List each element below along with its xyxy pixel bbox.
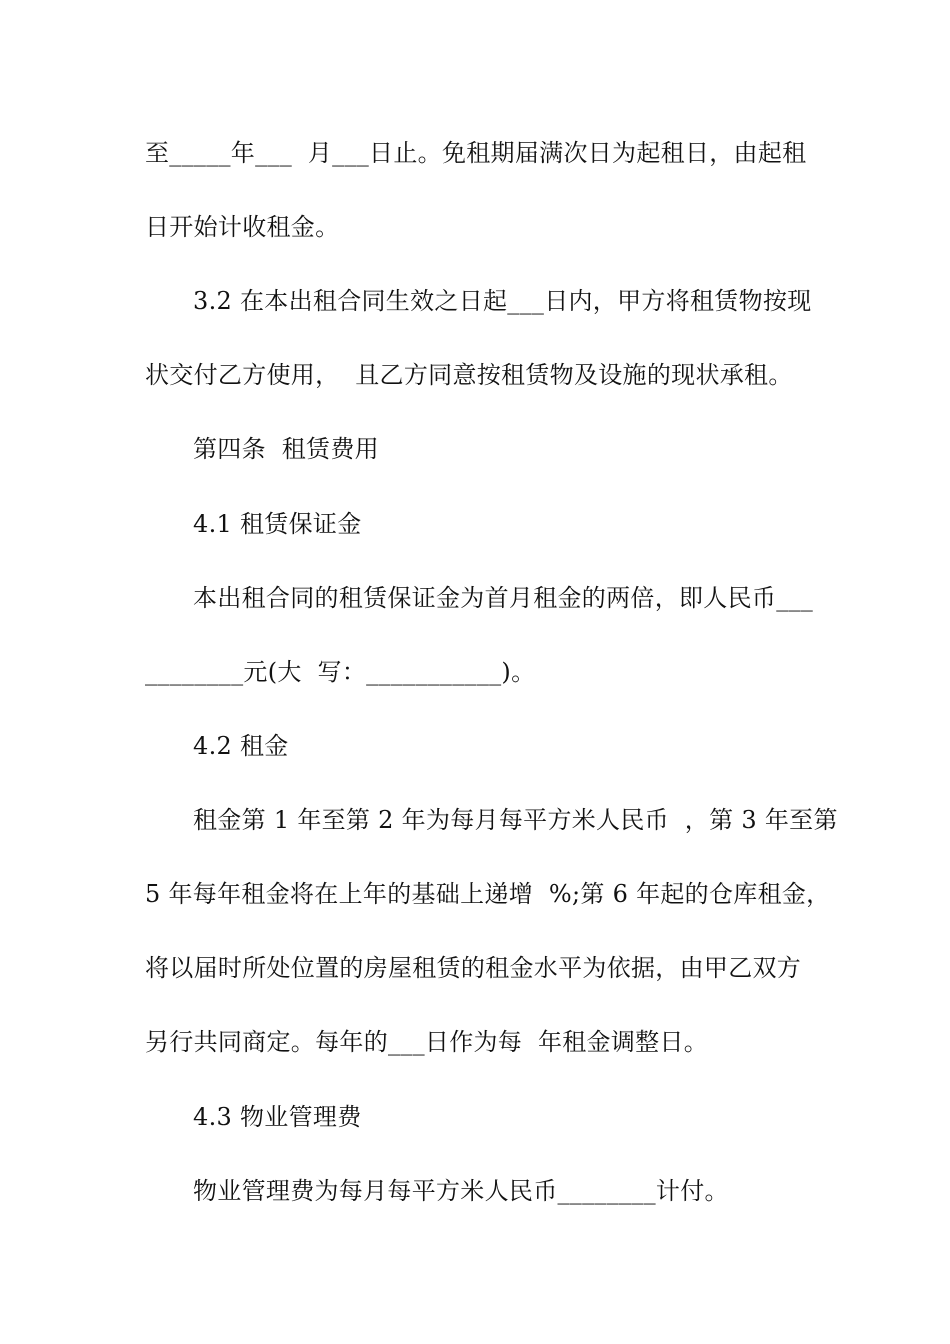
text-line-1: 至_____年___ 月___日止。免租期届满次日为起租日，由起租: [145, 139, 807, 167]
rent-text-line-1: 租金第 1 年至第 2 年为每月每平方米人民币 ，第 3 年至第: [193, 806, 838, 834]
rent-text-line-3: 将以届时所处位置的房屋租赁的租金水平为依据，由甲乙双方: [145, 954, 802, 982]
section-4-1-heading: 4.1 租赁保证金: [193, 510, 362, 538]
section-4-2-heading: 4.2 租金: [193, 732, 289, 760]
clause-3-2-line-1: 3.2 在本出租合同生效之日起___日内，甲方将租赁物按现: [193, 287, 812, 315]
article-4-heading: 第四条 租赁费用: [193, 435, 379, 463]
clause-3-2-line-2: 状交付乙方使用， 且乙方同意按租赁物及设施的现状承租。: [145, 361, 793, 389]
deposit-text-line-1: 本出租合同的租赁保证金为首月租金的两倍，即人民币___: [193, 584, 814, 612]
deposit-text-line-2: ________元(大 写：___________)。: [145, 658, 536, 686]
text-line-2: 日开始计收租金。: [145, 213, 340, 241]
section-4-3-heading: 4.3 物业管理费: [193, 1103, 362, 1131]
rent-text-line-2: 5 年每年租金将在上年的基础上递增 %;第 6 年起的仓库租金，: [145, 880, 831, 908]
rent-text-line-4: 另行共同商定。每年的___日作为每 年租金调整日。: [145, 1028, 709, 1056]
property-fee-text: 物业管理费为每月每平方米人民币________计付。: [193, 1177, 729, 1205]
